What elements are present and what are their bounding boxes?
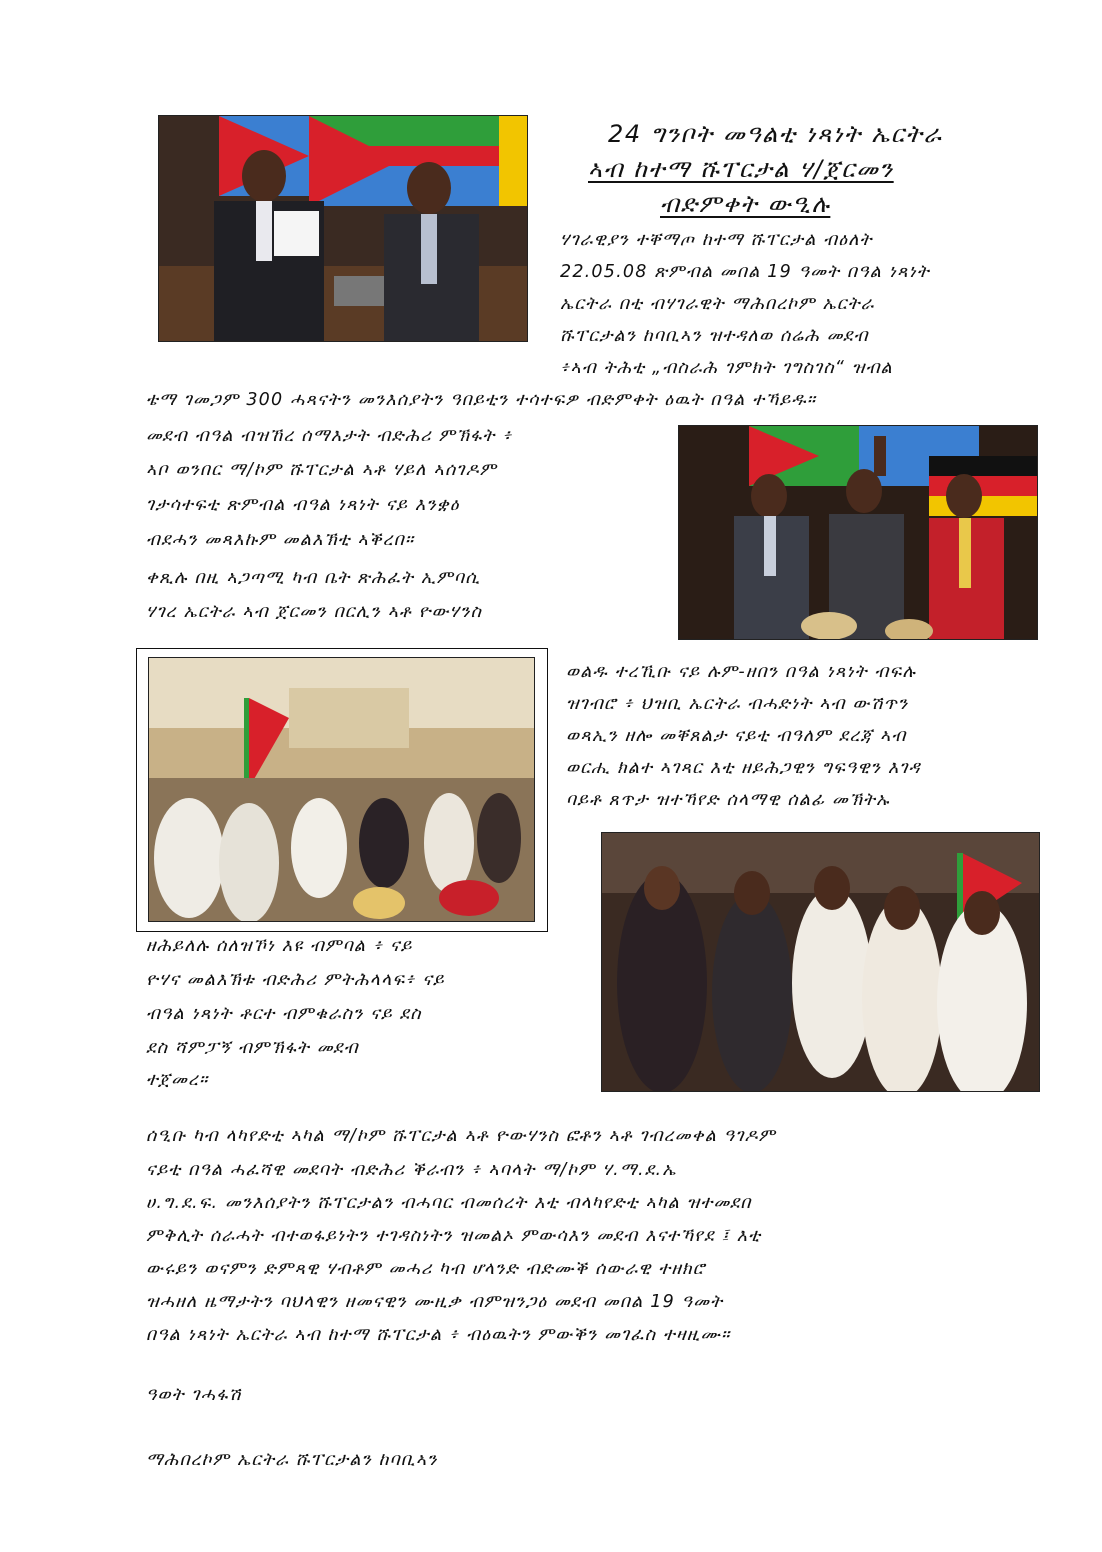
embassy-line: ሃገረ ኤርትራ ኣብ ጀርመን በርሊን ኣቶ ዮውሃንስ [146, 602, 483, 622]
closing-line: ናይቲ በዓል ሓፈሻዊ መደባት ብድሕሪ ቕራብን ፥ ኣባላት ማ/ኮም ሃ.ማ.ደ.ኤ [146, 1160, 677, 1180]
closing-line: ምቅሊት ሰራሓት ብተወፋይነትን ተገዳስነትን ዝመልኦ ምውሳእን መደብ እናተኻየደ ፤ እቲ [146, 1226, 762, 1246]
intro-line: ሃገራዊያን ተቐማጦ ከተማ ሹፐርታል ብዕለት [560, 230, 873, 250]
history-line: ወርሒ ክልተ ኣገጻር እቲ ዘይሕጋዊን ግፍዓዊን እገዳ [566, 758, 921, 778]
program-line: ዮሃና መልእኽቱ ብድሕሪ ምትሕላላፍ፥ ናይ [146, 970, 445, 990]
opening-line: ገታሳተፍቲ ጽምብል ብዓል ነጻነት ናይ እንቋዕ [146, 495, 460, 515]
closing-line: ሰዒቡ ካብ ላካየድቲ ኣካል ማ/ኮም ሹፐርታል ኣቶ ዮውሃንስ ፎቶን ኣቶ ገብረመቀል ዓገዶም [146, 1126, 777, 1146]
photo-crowd-hall [148, 657, 535, 922]
photo-three-men-flags-image [679, 426, 1037, 639]
closing-line: ውሩይን ወናምን ድምጻዊ ሃብቶም መሓሪ ካብ ሆላንድ ብድሙቕ ሰውራዊ ተዘክሮ [146, 1259, 706, 1279]
photo-speakers-podium [158, 115, 528, 342]
title-line-2: ኣብ ከተማ ሹፐርታል ሃ/ጀርመን [588, 155, 894, 183]
intro-line: 22.05.08 ጽምብል መበል 19 ዓመት በዓል ነጻነት [560, 262, 930, 282]
title-line-3: ብድምቀት ውዒሉ [660, 190, 831, 218]
photo-dance-floor [601, 832, 1040, 1092]
opening-line: ብደሓን መጻእኩም መልእኽቲ ኣቕረበ። [146, 530, 415, 550]
photo-three-men-flags [678, 425, 1038, 640]
closing-line: ዝሓዘለ ዜማታትን ባህላዊን ዘመናዊን ሙዚቃ ብምዝንጋዕ መደብ መበል 19 ዓመት [146, 1292, 724, 1312]
program-line: ተጀመረ። [146, 1070, 209, 1090]
intro-line: ሹፐርታልን ከባቢኣን ዝተዳለወ ሰሬሕ መደብ [560, 326, 869, 346]
embassy-line: ቀጺሉ በዚ ኣጋጣሚ ካብ ቤት ጽሕፈት ኢምባሲ [146, 568, 481, 588]
intro-line: ፥ኣብ ትሕቲ „ብስራሕ ገምክት ገግስገስ“ ዝብል [560, 358, 893, 378]
photo-speakers-podium-image [159, 116, 527, 341]
intro-full-line: ቴማ ገመጋም 300 ሓጻናትን መንእሰያትን ዓበይቲን ተሳተፍዎ ብድምቀት ዕዉት በዓል ተኻይዱ። [146, 390, 817, 410]
closing-line: በዓል ነጻነት ኤርትራ ኣብ ከተማ ሹፐርታል ፥ ብዕዉትን ምውቕን መገፈስ ተዛዚሙ። [146, 1325, 731, 1345]
signature-org: ማሕበረኮም ኤርትራ ሹፐርታልን ከባቢኣን [146, 1450, 438, 1470]
program-line: ደስ ሻምፓኝ ብምኽፋት መደብ [146, 1038, 359, 1058]
signature-name: ዓወት ገሓፋሽ [146, 1385, 242, 1405]
closing-line: ሀ.ግ.ደ.ፍ. መንእሰያትን ሹፐርታልን ብሓባር ብመሰረት እቲ ብላካየድቲ ኣካል ዝተመደበ [146, 1193, 752, 1213]
opening-line: መደብ ብዓል ብዝኸረ ሰማእታት ብድሕሪ ምኽፋት ፥ [146, 426, 513, 446]
photo-dance-floor-image [602, 833, 1039, 1091]
title-line-1: 24 ግንቦት መዓልቲ ነጻነት ኤርትራ [608, 120, 943, 148]
program-line: ዘሕይለሉ ሰለዝኾነ እዩ ብምባል ፥ ናይ [146, 936, 413, 956]
photo-crowd-hall-image [149, 658, 534, 921]
history-line: ባይቶ ጸጥታ ዝተኻየድ ሰላማዊ ሰልፊ መኽትኡ [566, 790, 890, 810]
history-line: ወልዱ ተረኺቡ ናይ ሉም-ዘበን በዓል ነጻነት ብፍሉ [566, 662, 917, 682]
opening-line: ኣቦ ወንበር ማ/ኮም ሹፐርታል ኣቶ ሃይለ ኣሰገዶም [146, 460, 498, 480]
history-line: ወጻኢን ዘሎ መቐጸልታ ናይቲ ብዓለም ደረጃ ኣብ [566, 726, 907, 746]
program-line: ብዓል ነጻነት ቶርተ ብምቁራስን ናይ ደስ [146, 1004, 422, 1024]
intro-line: ኤርትራ በቲ ብሃገራዊት ማሕበረኮም ኤርትራ [560, 294, 875, 314]
history-line: ዝገብሮ ፥ ህዝቢ ኤርትራ ብሓድነት ኣብ ውሽጥን [566, 694, 909, 714]
